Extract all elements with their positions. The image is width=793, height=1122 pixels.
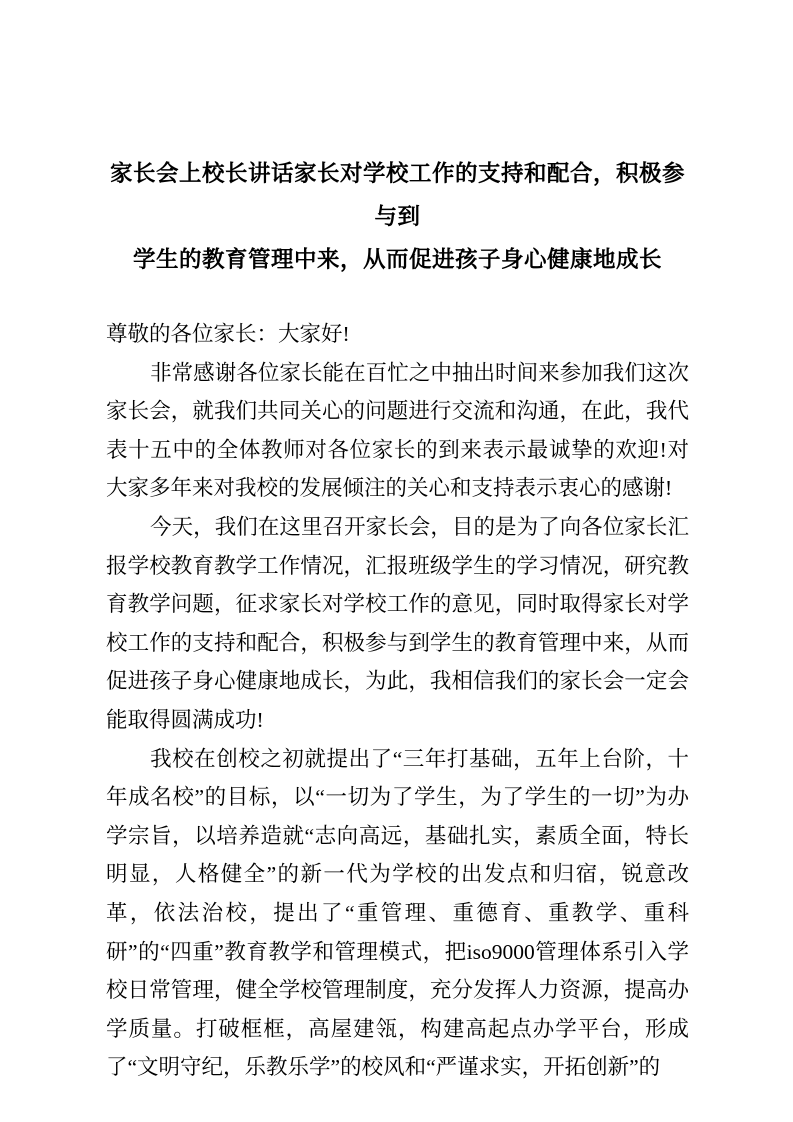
paragraph-meeting-purpose: 今天，我们在这里召开家长会，目的是为了向各位家长汇报学校教育教学工作情况，汇报班级学生的学习情况，研究教育教学问题，征求家长对学校工作的意见，同时取得家长对学校工作的支持和配合，积极参与到学生的教育管理中来，从而促进孩子身心健康地成长，为此，我相信我们的家长会一定会能取得圆满成功! <box>106 514 689 732</box>
title-line-2: 学生的教育管理中来，从而促进孩子身心健康地成长 <box>132 247 662 272</box>
paragraph-thanks: 非常感谢各位家长能在百忙之中抽出时间来参加我们这次家长会，就我们共同关心的问题进行交流和沟通，在此，我代表十五中的全体教师对各位家长的到来表示最诚挚的欢迎!对大家多年来对我校的发展倾注的关心和支持表示衷心的感谢! <box>106 360 689 501</box>
paragraph-school-goals: 我校在创校之初就提出了“三年打基础，五年上台阶，十年成名校”的目标，以“一切为了学生，为了学生的一切”为办学宗旨，以培养造就“志向高远，基础扎实，素质全面，特长明显，人格健全”的新一代为学校的出发点和归宿，锐意改革，依法治校，提出了“重管理、重德育、重教学、重科研”的“四重”教育教学和管理模式，把iso9000管理体系引入学校日常管理，健全学校管理制度，充分发挥人力资源，提高办学质量。打破框框，高屋建瓴，构建高起点办学平台，形成了“文明守纪，乐教乐学”的校风和“严谨求实，开拓创新”的 <box>106 746 689 1080</box>
title-line-1: 家长会上校长讲话家长对学校工作的支持和配合，积极参与到 <box>109 161 685 229</box>
document-title <box>106 152 689 281</box>
document-body <box>106 315 689 1087</box>
paragraph-greeting: 尊敬的各位家长：大家好! <box>106 322 350 346</box>
